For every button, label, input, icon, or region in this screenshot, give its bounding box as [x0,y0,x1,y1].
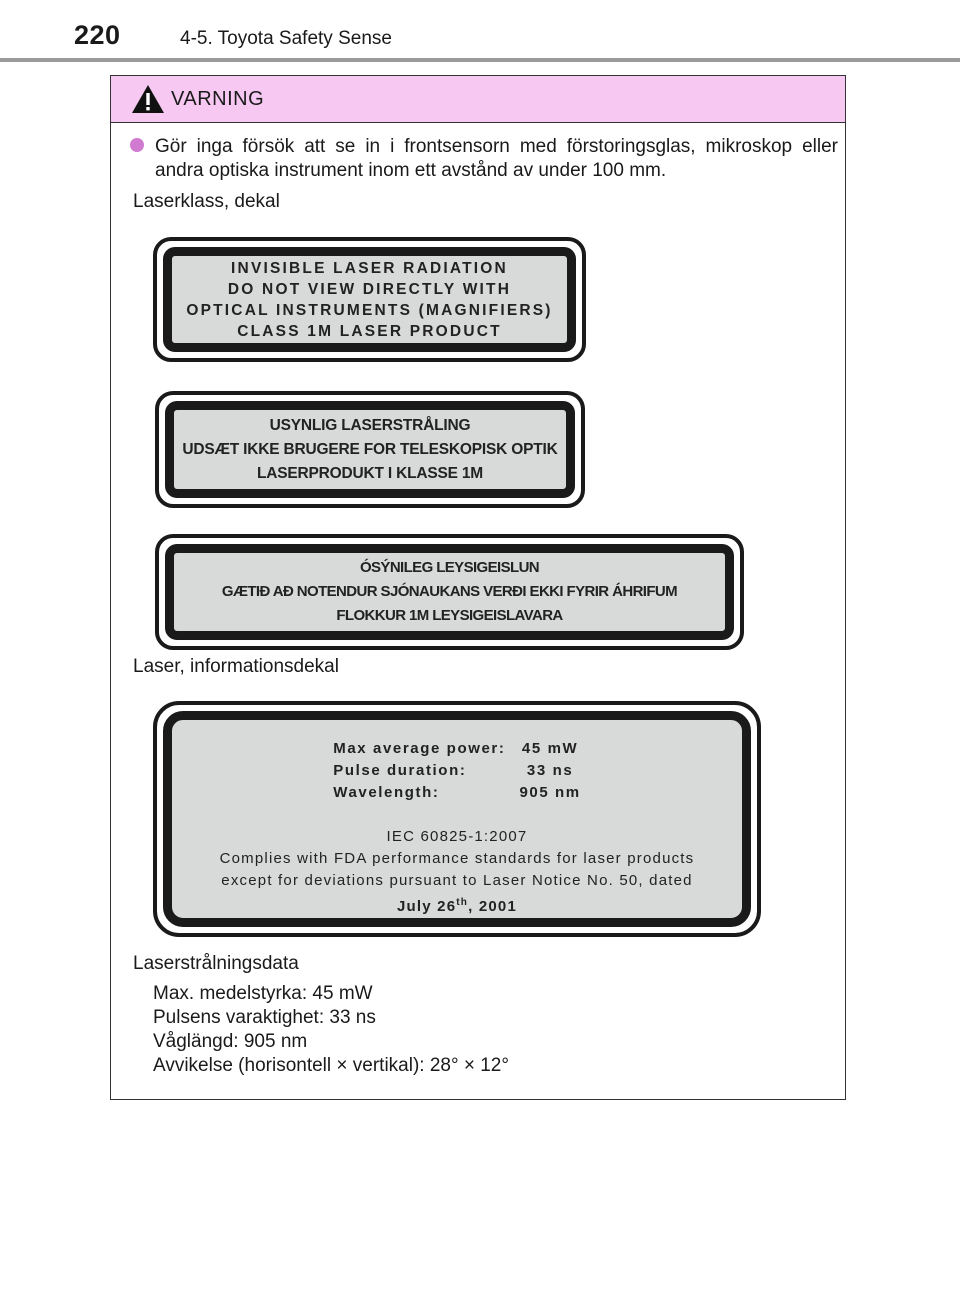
spec-key: Pulse duration: [333,762,467,779]
label-line: DO NOT VIEW DIRECTLY WITH [227,280,512,298]
spec-value: 905 nm [519,784,581,801]
laser-info-caption: Laser, informationsdekal [133,656,339,677]
header-rule [0,58,960,62]
spec-row [333,738,581,760]
section-title: 4-5. Toyota Safety Sense [180,28,392,49]
label-line: ÓSÝNILEG LEYSIGEISLUN [359,559,540,576]
standard-text: IEC 60825-1:2007 [386,828,528,845]
spec-table [333,738,581,804]
spec-key: Max average power: [333,740,506,757]
page-number: 220 [74,20,121,50]
laser-label-danish [155,391,585,508]
spec-key: Wavelength: [333,784,440,801]
spec-row [333,760,581,782]
compliance-date [397,892,517,918]
spec-value: 45 mW [521,740,579,757]
label-line: UDSÆT IKKE BRUGERE FOR TELESKOPISK OPTIK [182,440,558,458]
label-line: CLASS 1M LASER PRODUCT [237,322,502,340]
warning-header [111,76,845,123]
label-line: FLOKKUR 1M LEYSIGEISLAVARA [336,607,563,624]
label-line: USYNLIG LASERSTRÅLING [269,416,471,434]
laser-label-english [153,237,586,362]
warning-paragraph: Gör inga försök att se in i frontsensorn med förstoringsglas, mikroskop eller andra optiska instrument inom ett avstånd av under 100 mm. [155,136,838,181]
spec-row [333,782,581,804]
laser-label-icelandic [155,534,744,650]
laser-label-danish-panel [165,401,575,498]
date-sup: th [456,897,469,908]
laser-label-icelandic-panel [165,544,734,640]
bullet-icon [130,138,144,152]
date-suffix: , 2001 [468,898,518,915]
radiation-data-list [153,982,509,1078]
date-prefix: July 26 [396,898,457,915]
laser-info-label-panel [163,711,751,927]
compliance-line-2: except for deviations pursuant to Laser Notice No. 50, dated [221,872,693,889]
label-line: LASERPRODUKT I KLASSE 1M [257,464,483,482]
radiation-data-caption: Laserstrålningsdata [133,953,299,974]
list-item: Max. medelstyrka: 45 mW [153,983,373,1004]
laser-info-label [153,701,761,937]
laser-label-english-panel [163,247,576,352]
list-item: Avvikelse (horisontell × vertikal): 28° × 12° [153,1055,509,1076]
laser-class-caption: Laserklass, dekal [133,191,280,212]
warning-title: VARNING [171,88,265,110]
list-item: Pulsens varaktighet: 33 ns [153,1007,376,1028]
warning-triangle-icon [131,84,165,114]
label-line: GÆTIÐ AÐ NOTENDUR SJÓNAUKANS VERÐI EKKI FYRIR ÁHRIFUM [221,583,678,600]
compliance-line-1: Complies with FDA performance standards for laser products [219,850,695,867]
list-item: Våglängd: 905 nm [153,1031,308,1052]
label-line: OPTICAL INSTRUMENTS (MAGNIFIERS) [186,301,553,319]
label-line: INVISIBLE LASER RADIATION [231,259,508,277]
spec-value: 33 ns [526,762,574,779]
